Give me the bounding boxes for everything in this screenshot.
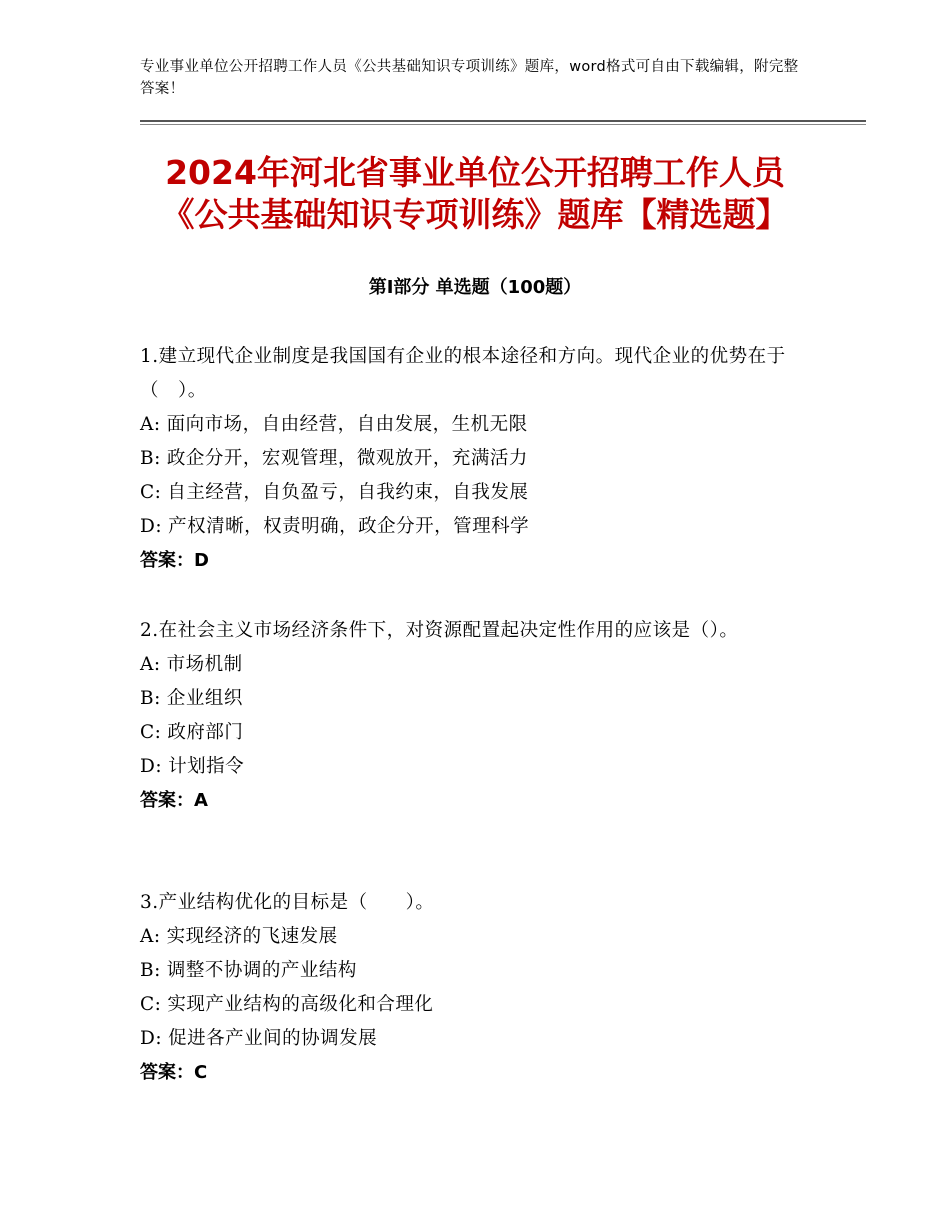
option-key: B:	[140, 448, 161, 469]
answer: 答案：A	[140, 790, 208, 811]
option-a	[140, 920, 800, 954]
option-text: 面向市场，自由经营，自由发展，生机无限	[166, 414, 528, 435]
answer: 答案：D	[140, 550, 209, 571]
option-key: C:	[140, 482, 162, 503]
option-text: 企业组织	[166, 688, 243, 709]
answer: 答案：C	[140, 1062, 208, 1083]
option-text: 实现经济的飞速发展	[166, 926, 338, 947]
option-text: 市场机制	[166, 654, 243, 675]
header-divider	[140, 120, 866, 122]
option-c	[140, 716, 800, 750]
option-text: 促进各产业间的协调发展	[168, 1028, 378, 1049]
option-text: 调整不协调的产业结构	[166, 960, 357, 981]
option-b	[140, 442, 800, 476]
option-key: B:	[140, 960, 161, 981]
option-key: D:	[140, 756, 163, 777]
option-key: B:	[140, 688, 161, 709]
option-text: 自主经营，自负盈亏，自我约束，自我发展	[167, 482, 529, 503]
option-c	[140, 476, 800, 510]
header-divider-thin	[140, 124, 866, 125]
option-d	[140, 750, 800, 784]
section-heading: 第Ⅰ部分 单选题（100题）	[368, 277, 582, 298]
option-key: D:	[140, 516, 163, 537]
option-a	[140, 408, 800, 442]
option-key: D:	[140, 1028, 163, 1049]
option-key: A:	[140, 414, 161, 435]
title-line-2: 《公共基础知识专项训练》题库【精选题】	[161, 195, 789, 234]
option-text: 政企分开，宏观管理，微观放开，充满活力	[166, 448, 528, 469]
option-key: A:	[140, 654, 161, 675]
option-key: A:	[140, 926, 161, 947]
question-stem: 2.在社会主义市场经济条件下，对资源配置起决定性作用的应该是（）。	[140, 620, 739, 641]
document-title	[0, 152, 950, 236]
header-note: 专业事业单位公开招聘工作人员《公共基础知识专项训练》题库，word格式可自由下载编辑，附完整答案！	[140, 59, 799, 97]
question-stem: 1.建立现代企业制度是我国国有企业的根本途径和方向。现代企业的优势在于（ ）。	[140, 346, 786, 401]
option-b	[140, 682, 800, 716]
question-2	[140, 614, 800, 818]
question-stem: 3.产业结构优化的目标是（ ）。	[140, 892, 435, 913]
option-key: C:	[140, 994, 162, 1015]
option-c	[140, 988, 800, 1022]
option-key: C:	[140, 722, 162, 743]
option-d	[140, 510, 800, 544]
title-line-1: 2024年河北省事业单位公开招聘工作人员	[165, 153, 785, 192]
option-text: 政府部门	[167, 722, 244, 743]
option-text: 实现产业结构的高级化和合理化	[167, 994, 434, 1015]
option-b	[140, 954, 800, 988]
option-a	[140, 648, 800, 682]
option-text: 计划指令	[168, 756, 245, 777]
question-3	[140, 886, 800, 1090]
option-d	[140, 1022, 800, 1056]
option-text: 产权清晰，权责明确，政企分开，管理科学	[168, 516, 530, 537]
question-1	[140, 340, 800, 578]
